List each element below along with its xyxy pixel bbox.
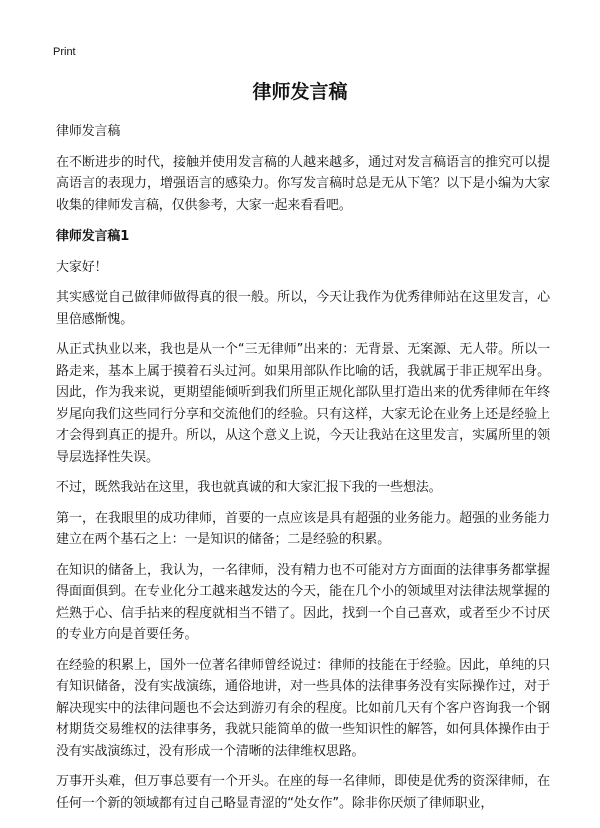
article-body <box>56 121 550 823</box>
body-paragraph: 大家好！ <box>56 259 108 275</box>
body-paragraph: 其实感觉自己做律师做得真的很一般。所以，今天让我作为优秀律师站在这里发言，心里倍感惭愧。 <box>56 290 550 327</box>
intro-paragraph: 在不断进步的时代，接触并使用发言稿的人越来越多，通过对发言稿语言的推究可以提高语言的表现力，增强语言的感染力。你写发言稿时总是无从下笔？以下是小编为大家收集的律师发言稿，仅供参考，大家一起来看看吧。 <box>56 154 550 213</box>
body-paragraph: 在经验的积累上，国外一位著名律师曾经说过：律师的技能在于经验。因此，单纯的只有知识储备，没有实战演练，通俗地讲，对一些具体的法律事务没有实际操作过，对于解决现实中的法律问题也不会达到游刃有余的程度。比如前几天有个客户咨询我一个钢材期货交易维权的法律事务，我就只能简单的做一些知识性的解答，如何具体操作由于没有实战演练过，没有形成一个清晰的法律维权思路。 <box>56 657 550 759</box>
page-title: 律师发言稿 <box>252 81 348 103</box>
print-link[interactable]: Print <box>53 46 76 58</box>
body-paragraph: 万事开头难，但万事总要有一个开头。在座的每一名律师，即使是优秀的资深律师，在任何一个新的领域都有过自己略显青涩的“处女作”。除非你厌烦了律师职业， <box>56 774 550 811</box>
body-paragraph: 不过，既然我站在这里，我也就真诚的和大家汇报下我的一些想法。 <box>56 480 442 495</box>
body-paragraph: 第一，在我眼里的成功律师，首要的一点应该是具有超强的业务能力。超强的业务能力建立在两个基石之上：一是知识的储备；二是经验的积累。 <box>56 510 550 547</box>
body-paragraph: 从正式执业以来，我也是从一个“三无律师”出来的：无背景、无案源、无人带。所以一路走来，基本上属于摸着石头过河。如果用部队作比喻的话，我就属于非正规军出身。因此，作为我来说，更期望能倾听到我们所里正规化部队里打造出来的优秀律师在年终岁尾向我们这些同行分享和交流他们的经验。只有这样，大家无论在业务上还是经验上才会得到真正的提升。所以，从这个意义上说，今天让我站在这里发言，实属所里的领导层选择性失误。 <box>56 342 550 465</box>
body-paragraph: 在知识的储备上，我认为，一名律师，没有精力也不可能对方方面面的法律事务都掌握得面面俱到。在专业化分工越来越发达的今天，能在几个小的领域里对法律法规掌握的烂熟于心、信手拈来的程度就相当不错了。因此，找到一个自己喜欢，或者至少不讨厌的专业方向是首要任务。 <box>56 562 550 642</box>
article-subtitle: 律师发言稿 <box>56 124 121 139</box>
section-heading: 律师发言稿1 <box>56 229 130 244</box>
